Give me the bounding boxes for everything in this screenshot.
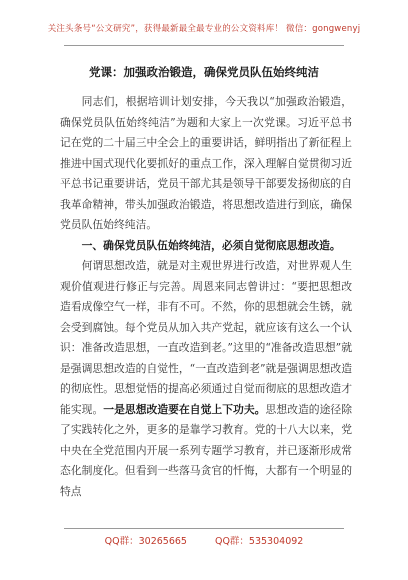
section-1-point-1: 一是思想改造要在自觉上下功夫。 bbox=[103, 402, 266, 416]
header-divider bbox=[64, 45, 344, 46]
section-1-heading: 一、确保党员队伍始终纯洁，必须自觉彻底思想改造。 bbox=[81, 238, 341, 252]
document-title: 党课：加强政治锻造，确保党员队伍始终纯洁 bbox=[89, 65, 319, 79]
section-1-text-1: 何谓思想改造，就是对主观世界进行改造，对世界观人生观价值观进行修正与完善。周恩来同志曾讲过：“要把思想改造看成像空气一样，非有不可。不然，你的思想就会生锈，就会受到腐蚀。每个党员从加入共产党起，就应该有这么一个认识：准备改造思想，一直改造到老。”这里的“准备改造思想”就是强调思想改造的自觉性，“一直改造到老”就是强调思想改造的彻底性。思想觉悟的提高必须通过自觉而彻底的思想改造才能实现。 bbox=[60, 259, 352, 416]
header-banner: 关注头条号“公文研究”，获得最新最全最专业的公文资料库！ 微信：gongwenyj bbox=[47, 24, 361, 34]
footer-qq-group-2: QQ群：535304092 bbox=[214, 536, 304, 547]
footer bbox=[0, 533, 408, 547]
section-1-paragraph-1 bbox=[60, 256, 352, 502]
footer-qq-group-1: QQ群：30265665 bbox=[104, 536, 187, 547]
footer-divider bbox=[64, 528, 344, 529]
intro-paragraph: 同志们，根据培训计划安排，今天我以“加强政治锻造，确保党员队伍始终纯洁”为题和大家上一次党课。习近平总书记在党的二十届三中全会上的重要讲话，鲜明指出了新征程上推进中国式现代化要抓好的重点工作，深入理解自觉贯彻习近平总书记重要讲话，党员干部尤其是领导干部要发扬彻底的自我革命精神，带头加强政治锻造，将思想改造进行到底，确保党员队伍始终纯洁。 bbox=[60, 95, 352, 231]
document-body bbox=[60, 92, 352, 502]
section-1-text-2: 思想改造的途径除了实践转化之外，更多的是靠学习教育。党的十八大以来，党中央在全党范围内开展一系列专题学习教育，并已逐渐形成常态化制度化。但看到一些落马贪官的忏悔，大都有一个明显的特点 bbox=[60, 402, 353, 498]
